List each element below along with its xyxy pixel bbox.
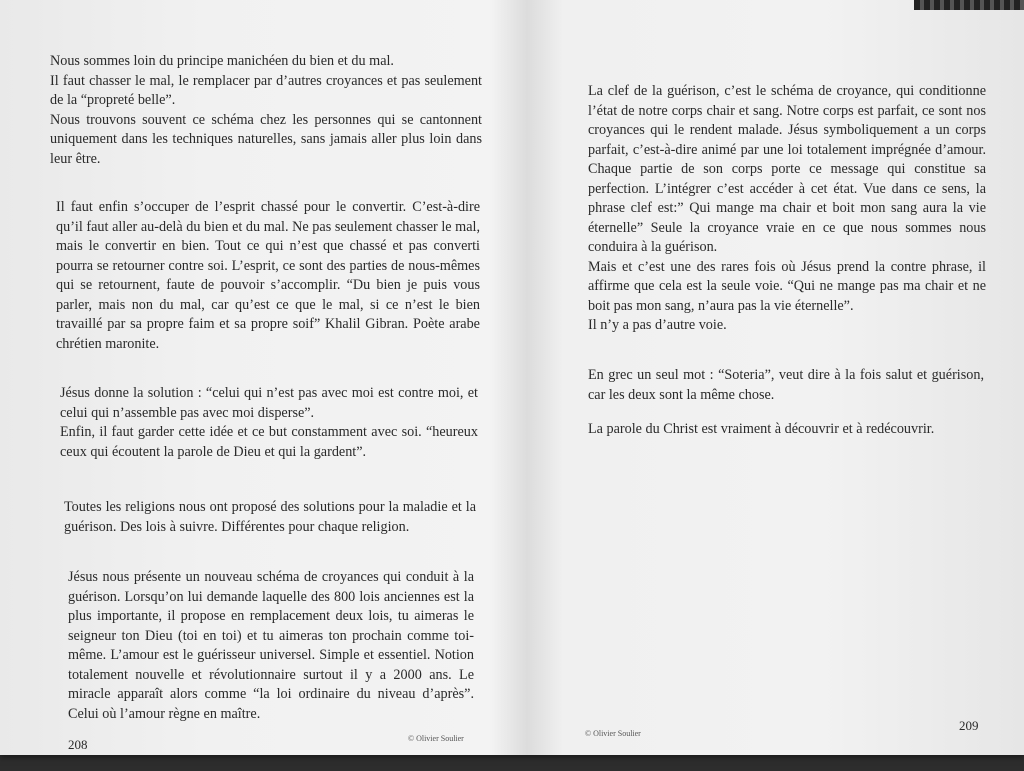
text-line: Enfin, il faut garder cette idée et ce but constamment avec soi. “heureux ceux qui écoutent la parole de Dieu et qui la gardent”. <box>60 424 478 460</box>
right-paragraph-3 <box>588 420 984 440</box>
text-line: Il faut chasser le mal, le remplacer par d’autres croyances et pas seulement de la “propreté belle”. <box>50 72 482 108</box>
copyright-right: © Olivier Soulier <box>585 729 641 738</box>
text-line: Il n’y a pas d’autre voie. <box>588 317 727 333</box>
page-number-left: 208 <box>68 737 88 752</box>
right-paragraph-1 <box>588 82 986 336</box>
left-paragraph-5 <box>68 568 474 724</box>
copyright-left: © Olivier Soulier <box>408 734 464 743</box>
text-line: Toutes les religions nous ont proposé des solutions pour la maladie et la guérison. Des lois à suivre. Différentes pour chaque religion. <box>64 499 476 535</box>
text-line: Mais et c’est une des rares fois où Jésus prend la contre phrase, il affirme que cela est la seule voie. “Qui ne mange pas ma chair et ne boit pas mon sang, n’aura pas la vie éternelle”. <box>588 258 986 314</box>
text-line: La clef de la guérison, c’est le schéma de croyance, qui conditionne l’état de notre corps chair et sang. Notre corps est parfait, ce sont nos croyances qui le rendent malade. Jésus symboliquement a un corps parfait, c’est-à-dire animé par une loi totalement imprégnée d’amour. Chaque partie de son corps porte ce message qui constitue sa perfection. L’intégrer c’est accéder à cet état. Vue dans ce sens, la phrase clef est:” Qui mange ma chair et boit mon sang aura la vie éternelle” Seule la croyance vraie en ce que nous sommes nous conduira à la guérison. <box>588 83 986 255</box>
page-number-right: 209 <box>959 718 979 733</box>
left-paragraph-2 <box>56 198 480 354</box>
text-line: Jésus donne la solution : “celui qui n’est pas avec moi est contre moi, et celui qui n’assemble pas avec moi disperse”. <box>60 385 478 421</box>
text-line: Nous trouvons souvent ce schéma chez les personnes qui se cantonnent uniquement dans les techniques naturelles, sans jamais aller plus loin dans leur être. <box>50 111 482 167</box>
text-line: Jésus nous présente un nouveau schéma de croyances qui conduit à la guérison. Lorsqu’on lui demande laquelle des 800 lois anciennes est la plus importante, il propose en remplacement deux lois, tu aimeras le seigneur ton Dieu (toi en toi) et tu aimeras ton prochain comme toi-même. L’amour est le guérisseur universel. Simple et essentiel. Notion totalement nouvelle et révolutionnaire surtout il y a 2000 ans. Le miracle apparaît alors comme “la loi ordinaire du niveau d’après”. Celui où l’amour règne en maître. <box>68 569 474 722</box>
text-line: Il faut enfin s’occuper de l’esprit chassé pour le convertir. C’est-à-dire qu’il faut aller au-delà du bien et du mal. Ne pas seulement chasser le mal, mais le convertir en bien. Tout ce qui n’est que chassé et pas converti pourra se retourner contre soi. L’esprit, ce sont des parties de nous-mêmes qui se retournent, faute de pouvoir s’accomplir. “Du bien je puis vous parler, mais non du mal, car qu’est ce que le mal, si ce n’est le bien travaillé par sa propre faim et sa propre soif” Khalil Gibran. Poète arabe chrétien maronite. <box>56 199 480 352</box>
right-paragraph-2 <box>588 366 984 405</box>
right-page <box>525 0 1024 755</box>
text-line: Nous sommes loin du principe manichéen du bien et du mal. <box>50 53 394 69</box>
text-line: En grec un seul mot : “Soteria”, veut dire à la fois salut et guérison, car les deux sont la même chose. <box>588 367 984 403</box>
left-paragraph-3 <box>60 384 478 462</box>
text-line: La parole du Christ est vraiment à découvrir et à redécouvrir. <box>588 421 935 437</box>
left-paragraph-1 <box>50 52 482 169</box>
left-paragraph-4 <box>64 498 476 537</box>
